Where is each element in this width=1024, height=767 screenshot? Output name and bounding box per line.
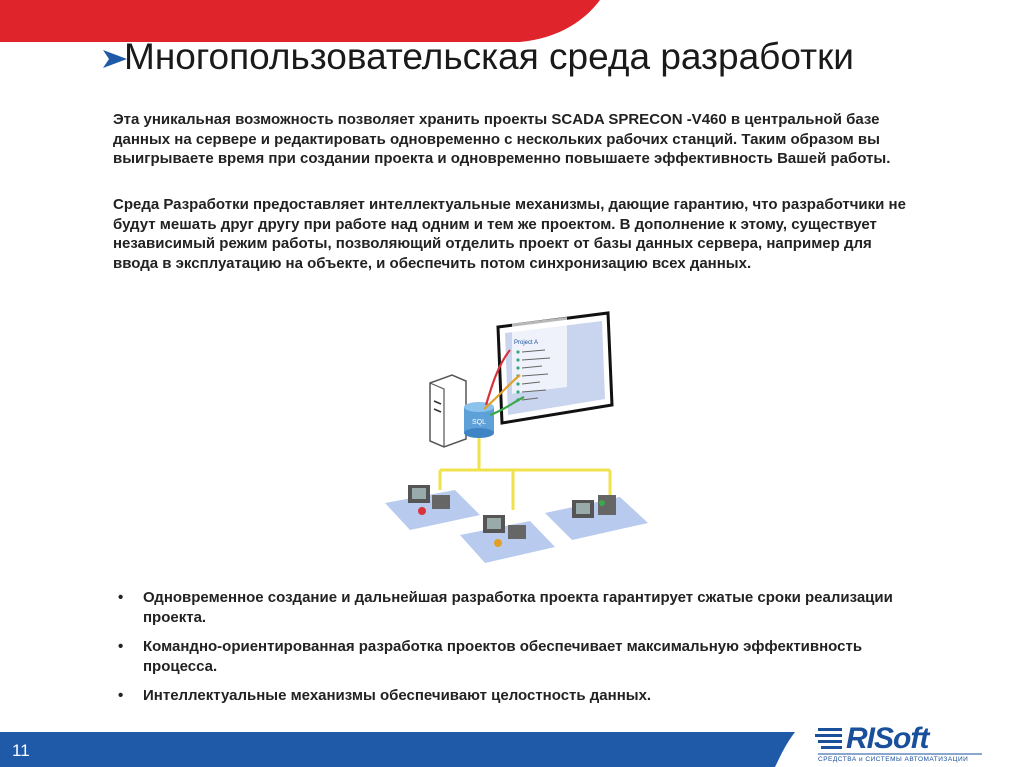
sql-label: SQL: [471, 419, 487, 426]
slide-title-text: Многопользовательская среда разработки: [124, 36, 854, 77]
bullet-text: Интеллектуальные механизмы обеспечивают целостность данных.: [143, 687, 652, 704]
benefit-list: [118, 588, 918, 715]
bullet-icon: •: [118, 638, 124, 655]
paragraph-environment: Среда Разработки предоставляет интеллектуальные механизмы, дающие гарантию, что разработчики не будут мешать друг другу при работе над одним и тем же проектом. В дополнение к этому, существует независимый режим работы, позволяющий отделить проект от базы данных сервера, например для ввода в эксплуатацию на объекте, и обеспечить потом синхронизацию всех данных.: [113, 196, 906, 272]
sql-database-icon: [464, 402, 494, 438]
network-diagram: [380, 305, 665, 570]
project-monitor: [498, 313, 612, 423]
project-label: Project A: [514, 340, 539, 346]
page-number: 11: [12, 741, 30, 760]
network-bus: [440, 438, 610, 510]
logo-text: RISoft: [846, 722, 929, 755]
server-tower: [430, 375, 466, 447]
bullet-text: Одновременное создание и дальнейшая разработка проекта гарантирует сжатые сроки реализации проекта.: [143, 589, 893, 626]
workstation-left: [385, 485, 480, 530]
list-item: [118, 588, 918, 628]
logo-subtitle: СРЕДСТВА и СИСТЕМЫ АВТОМАТИЗАЦИИ: [818, 756, 969, 763]
workstation-center: [460, 515, 555, 563]
slide-title: [98, 36, 998, 78]
bullet-icon: •: [118, 589, 124, 606]
bullet-icon: •: [118, 687, 124, 704]
workstation-right: [545, 495, 648, 540]
list-item: [118, 686, 918, 706]
paragraph-intro: Эта уникальная возможность позволяет хранить проекты SCADA SPRECON -V460 в центральной базе данных на сервере и редактировать одновременно с нескольких рабочих станций. Таким образом вы выигрываете время при создании проекта и одновременно повышаете эффективность Вашей работы.: [113, 111, 891, 167]
list-item: [118, 637, 918, 677]
bullet-text: Командно-ориентированная разработка проектов обеспечивает максимальную эффективность процесса.: [143, 638, 863, 675]
